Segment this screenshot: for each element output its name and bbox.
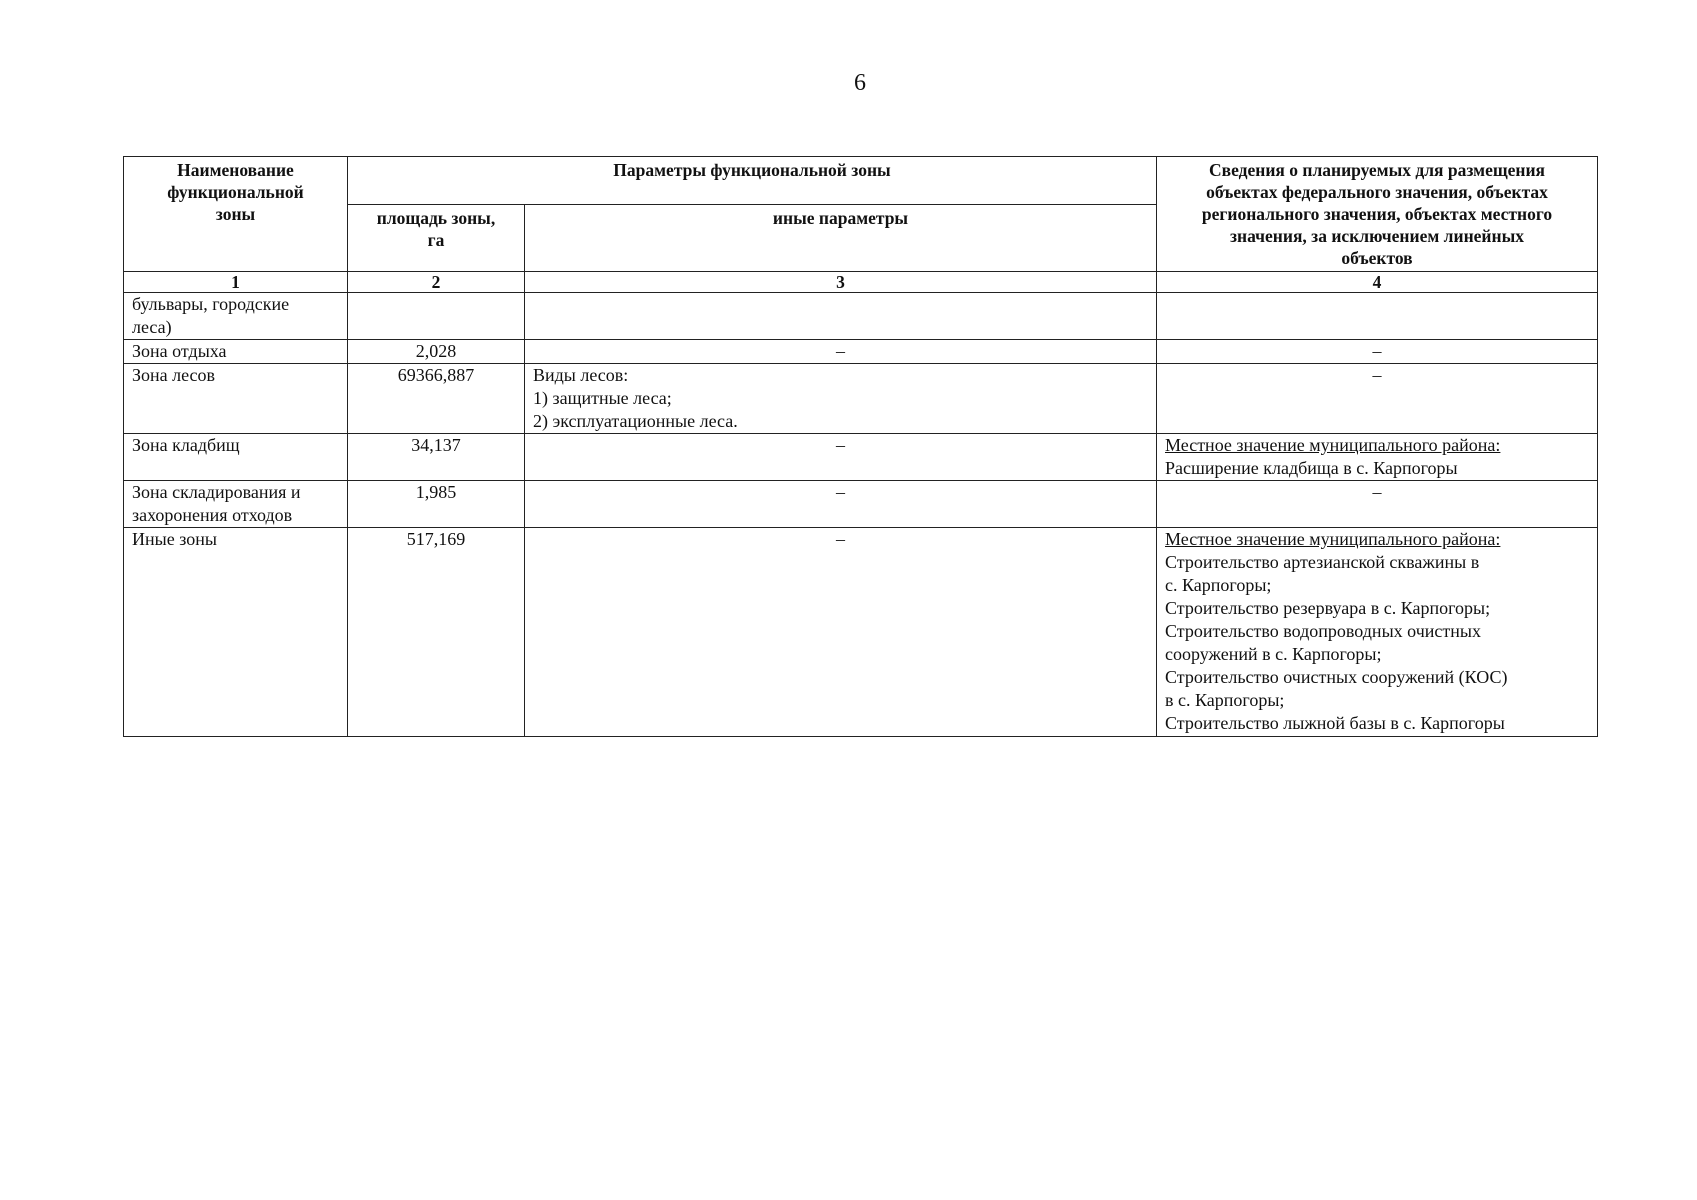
table-row xyxy=(124,293,1598,340)
zone-name-cell: Зона кладбищ xyxy=(124,434,348,481)
column-number: 2 xyxy=(348,272,525,293)
zone-info-cell: Местное значение муниципального района: Расширение кладбища в с. Карпогоры xyxy=(1157,434,1598,481)
column-number: 4 xyxy=(1157,272,1598,293)
table-body xyxy=(124,293,1598,737)
header-zone-area: площадь зоны, га xyxy=(348,205,525,272)
zone-params-cell: – xyxy=(525,528,1157,737)
zone-params-cell: Виды лесов: 1) защитные леса; 2) эксплуатационные леса. xyxy=(525,364,1157,434)
header-zone-parameters: Параметры функциональной зоны xyxy=(348,157,1157,205)
zone-info-cell: – xyxy=(1157,364,1598,434)
column-number: 3 xyxy=(525,272,1157,293)
functional-zones-table xyxy=(123,156,1598,737)
zone-params-cell xyxy=(525,293,1157,340)
zone-area-cell xyxy=(348,293,525,340)
zone-info-cell: – xyxy=(1157,481,1598,528)
zone-area-cell: 34,137 xyxy=(348,434,525,481)
table-row xyxy=(124,528,1598,737)
zone-area-cell: 517,169 xyxy=(348,528,525,737)
table-header xyxy=(124,157,1598,293)
zone-area-cell: 2,028 xyxy=(348,340,525,364)
column-number-row xyxy=(124,272,1598,293)
info-heading: Местное значение муниципального района: xyxy=(1165,529,1501,549)
table-row xyxy=(124,434,1598,481)
column-number: 1 xyxy=(124,272,348,293)
zone-info-cell xyxy=(1157,293,1598,340)
zone-name-cell: бульвары, городские леса) xyxy=(124,293,348,340)
zone-area-cell: 69366,887 xyxy=(348,364,525,434)
zone-name-cell: Зона складирования и захоронения отходов xyxy=(124,481,348,528)
zone-name-cell: Иные зоны xyxy=(124,528,348,737)
table-row xyxy=(124,340,1598,364)
table-row xyxy=(124,364,1598,434)
zone-name-cell: Зона отдыха xyxy=(124,340,348,364)
header-planned-objects: Сведения о планируемых для размещения объектах федерального значения, объектах регионального значения, объектах местного значения, за исключением линейных объектов xyxy=(1157,157,1598,272)
header-zone-name: Наименование функциональной зоны xyxy=(124,157,348,272)
zone-area-cell: 1,985 xyxy=(348,481,525,528)
info-heading: Местное значение муниципального района: xyxy=(1165,435,1501,455)
zone-name-cell: Зона лесов xyxy=(124,364,348,434)
zone-params-cell: – xyxy=(525,340,1157,364)
zone-info-cell: Местное значение муниципального района: Строительство артезианской скважины в с. Карпогоры; Строительство резервуара в с. Карпогоры; Строительство водопроводных очистных сооружений в с. Карпогоры; Строительство очистных сооружений (КОС) в с. Карпогоры; Строительство лыжной базы в с. Карпогоры xyxy=(1157,528,1598,737)
header-other-parameters: иные параметры xyxy=(525,205,1157,272)
zone-params-cell: – xyxy=(525,434,1157,481)
page-number: 6 xyxy=(854,70,866,96)
zone-params-cell: – xyxy=(525,481,1157,528)
zone-info-cell: – xyxy=(1157,340,1598,364)
table-row xyxy=(124,481,1598,528)
